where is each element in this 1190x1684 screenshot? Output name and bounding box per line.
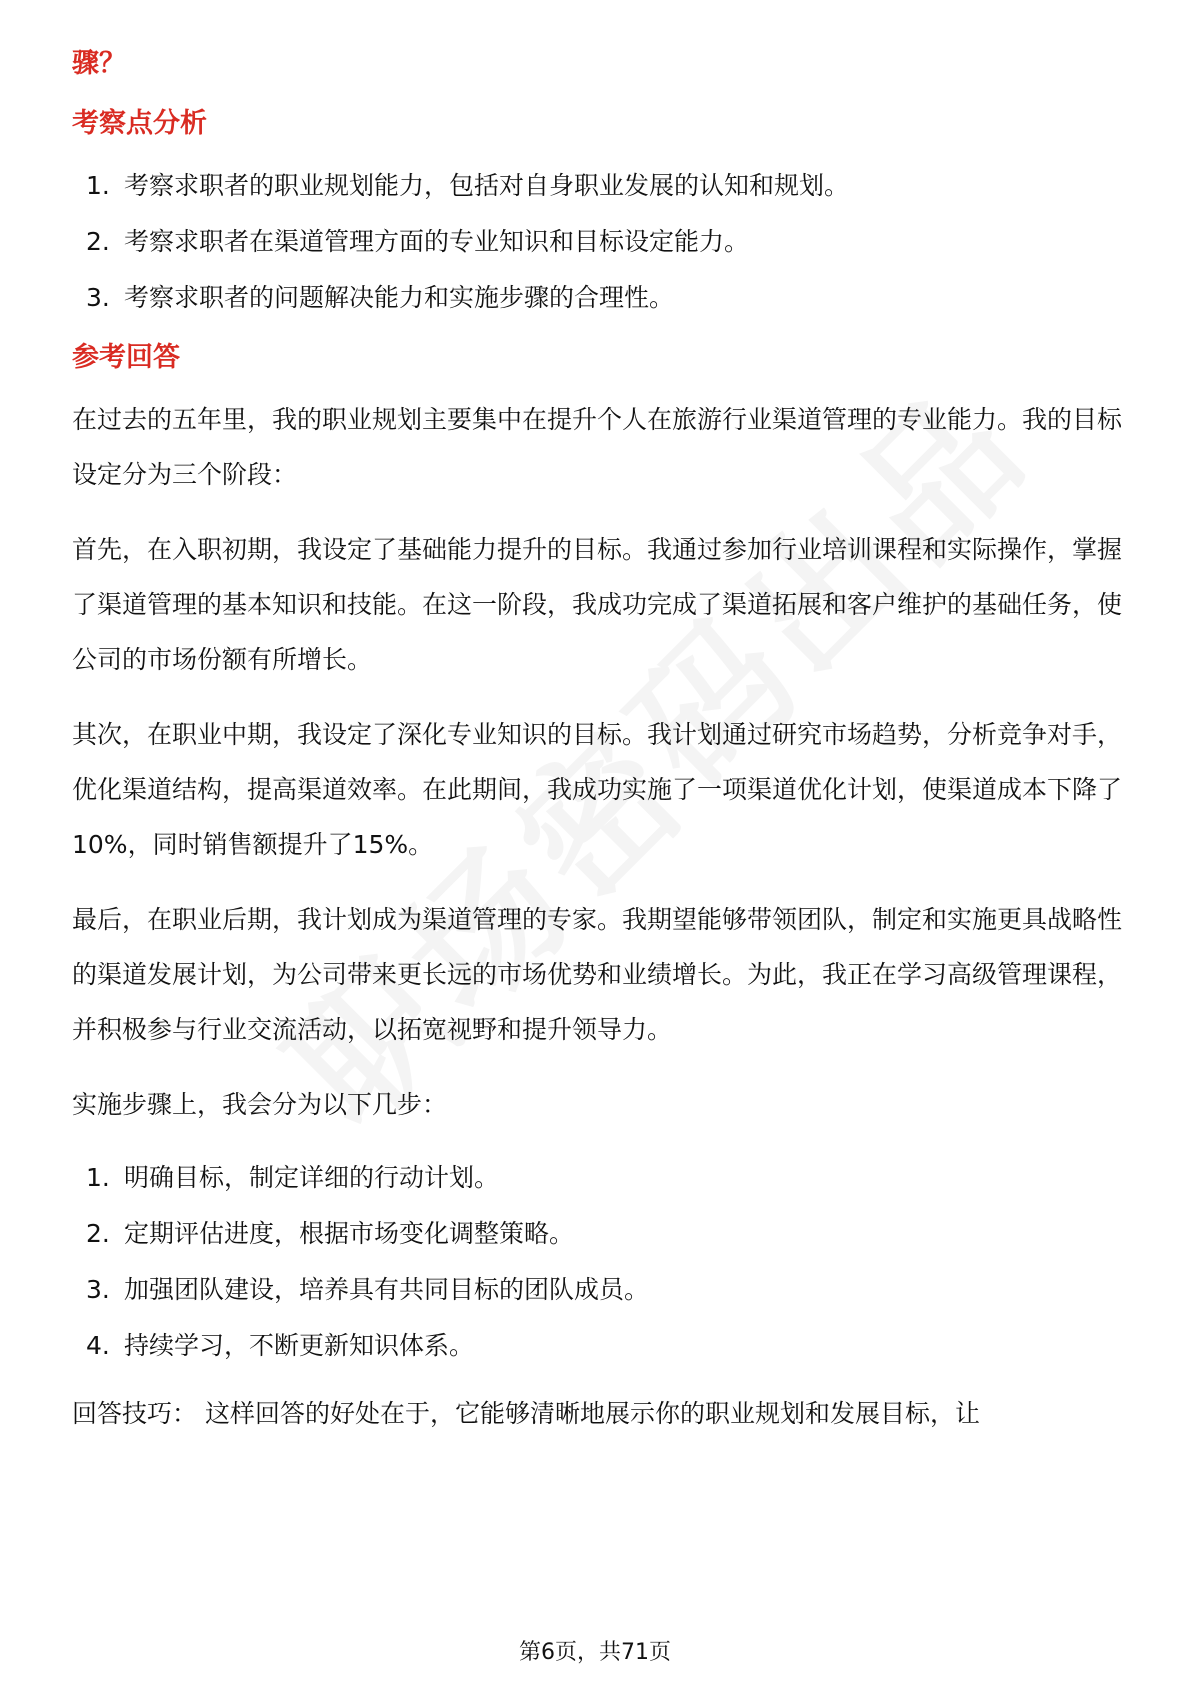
answer-paragraph: 首先，在入职初期，我设定了基础能力提升的目标。我通过参加行业培训课程和实际操作，掌握了渠道管理的基本知识和技能。在这一阶段，我成功完成了渠道拓展和客户维护的基础任务，使公司的市场份额有所增长。: [72, 535, 1123, 674]
answer-paragraph: 在过去的五年里，我的职业规划主要集中在提升个人在旅游行业渠道管理的专业能力。我的目标设定分为三个阶段：: [72, 405, 1123, 489]
list-item: [72, 226, 1122, 258]
list-item: [72, 170, 1122, 202]
answer-heading: 参考回答: [72, 342, 180, 373]
list-number: 2.: [86, 1219, 110, 1248]
page-footer: 第6页，共71页: [519, 1640, 671, 1665]
list-text: 明确目标，制定详细的行动计划。: [124, 1163, 500, 1192]
list-item: [72, 1330, 1122, 1362]
steps-list: [72, 1162, 1122, 1362]
list-text: 加强团队建设，培养具有共同目标的团队成员。: [124, 1275, 650, 1304]
list-item: [72, 1274, 1122, 1306]
list-item: [72, 1218, 1122, 1250]
analysis-heading: 考察点分析: [72, 108, 207, 139]
page-content: [72, 44, 1122, 1461]
list-number: 2.: [86, 227, 110, 256]
answer-paragraph: 最后，在职业后期，我计划成为渠道管理的专家。我期望能够带领团队，制定和实施更具战略性的渠道发展计划，为公司带来更长远的市场优势和业绩增长。为此，我正在学习高级管理课程，并积极参与行业交流活动，以拓宽视野和提升领导力。: [72, 905, 1123, 1044]
list-number: 4.: [86, 1331, 110, 1360]
answer-paragraph: 实施步骤上，我会分为以下几步：: [72, 1090, 448, 1119]
list-number: 1.: [86, 1163, 110, 1192]
list-text: 考察求职者的问题解决能力和实施步骤的合理性。: [124, 283, 675, 312]
list-number: 3.: [86, 1275, 110, 1304]
answer-tips: 回答技巧： 这样回答的好处在于，它能够清晰地展示你的职业规划和发展目标，让: [72, 1399, 980, 1428]
analysis-list: [72, 170, 1122, 314]
list-item: [72, 1162, 1122, 1194]
continuation-heading: 骤？: [72, 48, 126, 79]
list-text: 考察求职者的职业规划能力，包括对自身职业发展的认知和规划。: [124, 171, 850, 200]
answer-paragraph: 其次，在职业中期，我设定了深化专业知识的目标。我计划通过研究市场趋势，分析竞争对手，优化渠道结构，提高渠道效率。在此期间，我成功实施了一项渠道优化计划，使渠道成本下降了10%，同时销售额提升了15%。: [72, 720, 1123, 859]
list-number: 1.: [86, 171, 110, 200]
list-text: 考察求职者在渠道管理方面的专业知识和目标设定能力。: [124, 227, 750, 256]
list-text: 持续学习，不断更新知识体系。: [124, 1331, 475, 1360]
list-number: 3.: [86, 283, 110, 312]
list-text: 定期评估进度，根据市场变化调整策略。: [124, 1219, 575, 1248]
list-item: [72, 282, 1122, 314]
